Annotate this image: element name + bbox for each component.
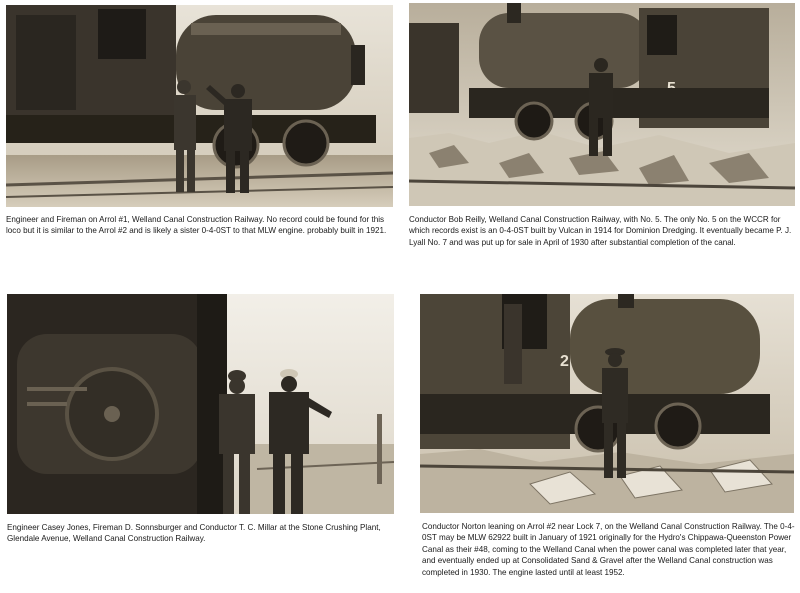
photo-arrol-2-caption: Conductor Norton leaning on Arrol #2 near Lock 7, on the Welland Canal Construction Railway. The 0-4-0ST may be MLW 62922 built in January of 1921 originally for the Hydro's Chippawa-Queenston Power Canal as their #48, coming to the Welland Canal when the power canal was completed later that year, and eventually ended up at Consolidated Sand & Gravel after the Welland Canal construction was completed in 1930. The engine lasted until at least 1952. (422, 522, 795, 577)
photo-no-5 (409, 3, 795, 206)
cab-number-2: 2 (560, 353, 569, 370)
photo-no-5-caption: Conductor Bob Reilly, Welland Canal Construction Railway, with No. 5. The only No. 5 on the WCCR for which records exist is an 0-4-0ST built by Vulcan in 1914 for Dominion Dredging. It eventually became P. J. Lyall No. 7 and was put up for sale in April of 1930 after substantial completion of the canal. (409, 215, 792, 247)
photo-arrol-1-image (6, 5, 393, 207)
photo-arrol-2 (420, 294, 794, 513)
photo-arrol-1 (6, 5, 393, 207)
photo-no-5-image (409, 3, 795, 206)
photo-stone-crushing-crew-image (7, 294, 394, 514)
photo-stone-crushing-crew-caption: Engineer Casey Jones, Fireman D. Sonnsburger and Conductor T. C. Millar at the Stone Crushing Plant, Glendale Avenue, Welland Canal Construction Railway. (7, 523, 381, 544)
photo-arrol-2-image (420, 294, 794, 513)
photo-arrol-1-caption: Engineer and Fireman on Arrol #1, Welland Canal Construction Railway. No record could be found for this loco but it is similar to the Arrol #2 and is likely a sister 0-4-0ST to that MLW engine. probably built in 1921. (6, 215, 387, 236)
photo-stone-crushing-crew (7, 294, 394, 514)
